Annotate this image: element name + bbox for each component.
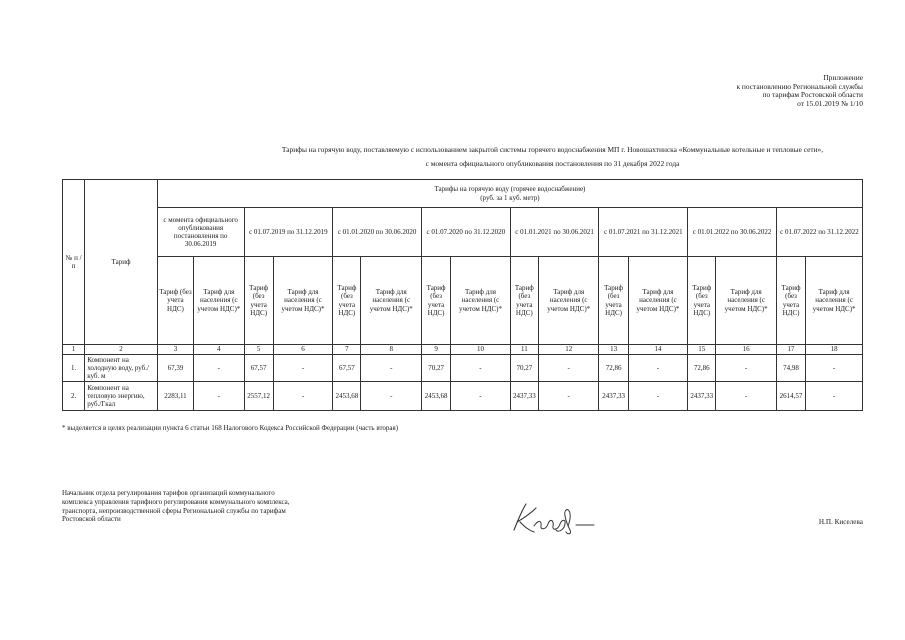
row-number: 2. xyxy=(63,382,85,411)
appendix-line-3: по тарифам Ростовской области xyxy=(762,90,863,100)
period-header: с 01.07.2020 по 31.12.2020 xyxy=(421,208,510,257)
position-line-3: транспорта, непроизводственной сферы Региональной службы по тарифам xyxy=(62,506,286,515)
subheader-tariff-without-vat: Тариф (без учета НДС) xyxy=(776,257,805,345)
row-tariff-name: Компонент на холодную воду, руб./куб. м xyxy=(85,355,158,382)
footnote: * выделяется в целях реализации пункта 6 статьи 168 Налогового Кодекса Российской Федерации (часть вторая) xyxy=(62,424,399,432)
tariff-value-cell: - xyxy=(538,382,599,411)
subheader-tariff-without-vat: Тариф (без учета НДС) xyxy=(510,257,538,345)
column-number: 3 xyxy=(157,345,193,355)
tariff-value-cell: - xyxy=(806,382,863,411)
appendix-line-4: от 15.01.2019 № 1/10 xyxy=(797,98,863,108)
tariff-value-cell: - xyxy=(273,382,333,411)
document-title xyxy=(240,145,865,168)
tariff-value-cell: - xyxy=(716,382,777,411)
column-number: 14 xyxy=(628,345,688,355)
subheader-tariff-population-with-vat: Тариф для населения (с учетом НДС)* xyxy=(451,257,511,345)
tariff-value-cell: - xyxy=(194,382,244,411)
column-number: 10 xyxy=(451,345,511,355)
column-number: 1 xyxy=(63,345,85,355)
signatory-position xyxy=(62,489,362,524)
signer-name: Н.П. Киселева xyxy=(818,518,863,526)
tariff-value-cell: 2453,68 xyxy=(421,382,450,411)
tariff-value-cell: - xyxy=(361,382,422,411)
subheader-tariff-population-with-vat: Тариф для населения (с учетом НДС)* xyxy=(273,257,333,345)
tariff-value-cell: 2283,11 xyxy=(157,382,193,411)
column-number: 7 xyxy=(333,345,361,355)
period-header: с 01.01.2022 по 30.06.2022 xyxy=(688,208,777,257)
subheader-tariff-population-with-vat: Тариф для населения (с учетом НДС)* xyxy=(538,257,599,345)
tariff-value-cell: 67,57 xyxy=(244,355,273,382)
column-number: 8 xyxy=(361,345,422,355)
position-line-4: Ростовской области xyxy=(62,515,121,524)
subheader-tariff-population-with-vat: Тариф для населения (с учетом НДС)* xyxy=(194,257,244,345)
column-number: 11 xyxy=(510,345,538,355)
header-number-column: № п /п xyxy=(63,180,85,345)
column-number: 18 xyxy=(806,345,863,355)
period-header: с 01.07.2021 по 31.12.2021 xyxy=(599,208,688,257)
subheader-tariff-population-with-vat: Тариф для населения (с учетом НДС)* xyxy=(361,257,422,345)
tariff-value-cell: - xyxy=(628,355,688,382)
header-tariff-column: Тариф xyxy=(85,180,158,345)
tariff-value-cell: 2557,12 xyxy=(244,382,273,411)
tariff-value-cell: 2437,33 xyxy=(688,382,716,411)
period-header: с момента официального опубликования постановления по 30.06.2019 xyxy=(157,208,244,257)
position-line-2: комплекса управления тарифного регулирования коммунального комплекса, xyxy=(62,497,290,506)
row-tariff-name: Компонент на тепловую энергию, руб./Гкал xyxy=(85,382,158,411)
tariff-value-cell: - xyxy=(451,382,511,411)
table-row xyxy=(63,382,863,411)
tariff-value-cell: - xyxy=(194,355,244,382)
tariff-value-cell: - xyxy=(628,382,688,411)
tariff-value-cell: - xyxy=(538,355,599,382)
tariff-value-cell: 72,86 xyxy=(599,355,628,382)
tariff-value-cell: 72,86 xyxy=(688,355,716,382)
period-header: с 01.07.2019 по 31.12.2019 xyxy=(244,208,333,257)
tariff-table xyxy=(62,179,863,411)
tariff-value-cell: 2437,33 xyxy=(599,382,628,411)
column-number: 17 xyxy=(776,345,805,355)
subheader-tariff-population-with-vat: Тариф для населения (с учетом НДС)* xyxy=(806,257,863,345)
tariff-value-cell: 74,98 xyxy=(776,355,805,382)
column-number: 13 xyxy=(599,345,628,355)
tariff-value-cell: 2453,68 xyxy=(333,382,361,411)
tariff-value-cell: 2614,57 xyxy=(776,382,805,411)
header-group-title xyxy=(157,180,862,208)
tariff-value-cell: 67,39 xyxy=(157,355,193,382)
subheader-tariff-without-vat: Тариф (без учета НДС) xyxy=(599,257,628,345)
column-number: 16 xyxy=(716,345,777,355)
tariff-value-cell: - xyxy=(806,355,863,382)
subheader-tariff-without-vat: Тариф (без учета НДС) xyxy=(688,257,716,345)
subheader-tariff-without-vat: Тариф (без учета НДС) xyxy=(421,257,450,345)
row-number: 1. xyxy=(63,355,85,382)
appendix-line-1: Приложение xyxy=(823,73,863,82)
period-header: с 01.07.2022 по 31.12.2022 xyxy=(776,208,862,257)
position-line-1: Начальник отдела регулирования тарифов организаций коммунального xyxy=(62,489,275,497)
table-row xyxy=(63,355,863,382)
tariff-value-cell: 2437,33 xyxy=(510,382,538,411)
period-header: с 01.01.2020 по 30.06.2020 xyxy=(333,208,422,257)
tariff-value-cell: 70,27 xyxy=(421,355,450,382)
appendix-line-2: к постановлению Региональной службы xyxy=(736,81,863,91)
tariff-value-cell: - xyxy=(716,355,777,382)
column-number: 15 xyxy=(688,345,716,355)
title-line-2: с момента официального опубликования постановления по 31 декабря 2022 года xyxy=(425,159,680,168)
group-unit-text: (руб. за 1 куб. метр) xyxy=(480,193,540,202)
tariff-value-cell: 67,57 xyxy=(333,355,361,382)
handwritten-signature xyxy=(508,500,598,536)
column-number: 6 xyxy=(273,345,333,355)
tariff-value-cell: - xyxy=(451,355,511,382)
column-number: 12 xyxy=(538,345,599,355)
subheader-tariff-population-with-vat: Тариф для населения (с учетом НДС)* xyxy=(716,257,777,345)
subheader-tariff-without-vat: Тариф (без учета НДС) xyxy=(333,257,361,345)
column-number: 2 xyxy=(85,345,158,355)
column-number: 9 xyxy=(421,345,450,355)
period-header: с 01.01.2021 по 30.06.2021 xyxy=(510,208,599,257)
tariff-value-cell: - xyxy=(273,355,333,382)
tariff-value-cell: 70,27 xyxy=(510,355,538,382)
title-line-1: Тарифы на горячую воду, поставляемую с использованием закрытой системы горячего водоснабжения МП г. Новошахтинска «Коммунальные котельные и тепловые сети», xyxy=(281,145,824,154)
subheader-tariff-without-vat: Тариф (без учета НДС) xyxy=(244,257,273,345)
subheader-tariff-without-vat: Тариф (без учета НДС) xyxy=(157,257,193,345)
group-header-text: Тарифы на горячую воду (горячее водоснабжение) xyxy=(434,185,586,194)
subheader-tariff-population-with-vat: Тариф для населения (с учетом НДС)* xyxy=(628,257,688,345)
appendix-reference xyxy=(736,74,863,108)
column-number: 4 xyxy=(194,345,244,355)
column-number: 5 xyxy=(244,345,273,355)
tariff-value-cell: - xyxy=(361,355,422,382)
